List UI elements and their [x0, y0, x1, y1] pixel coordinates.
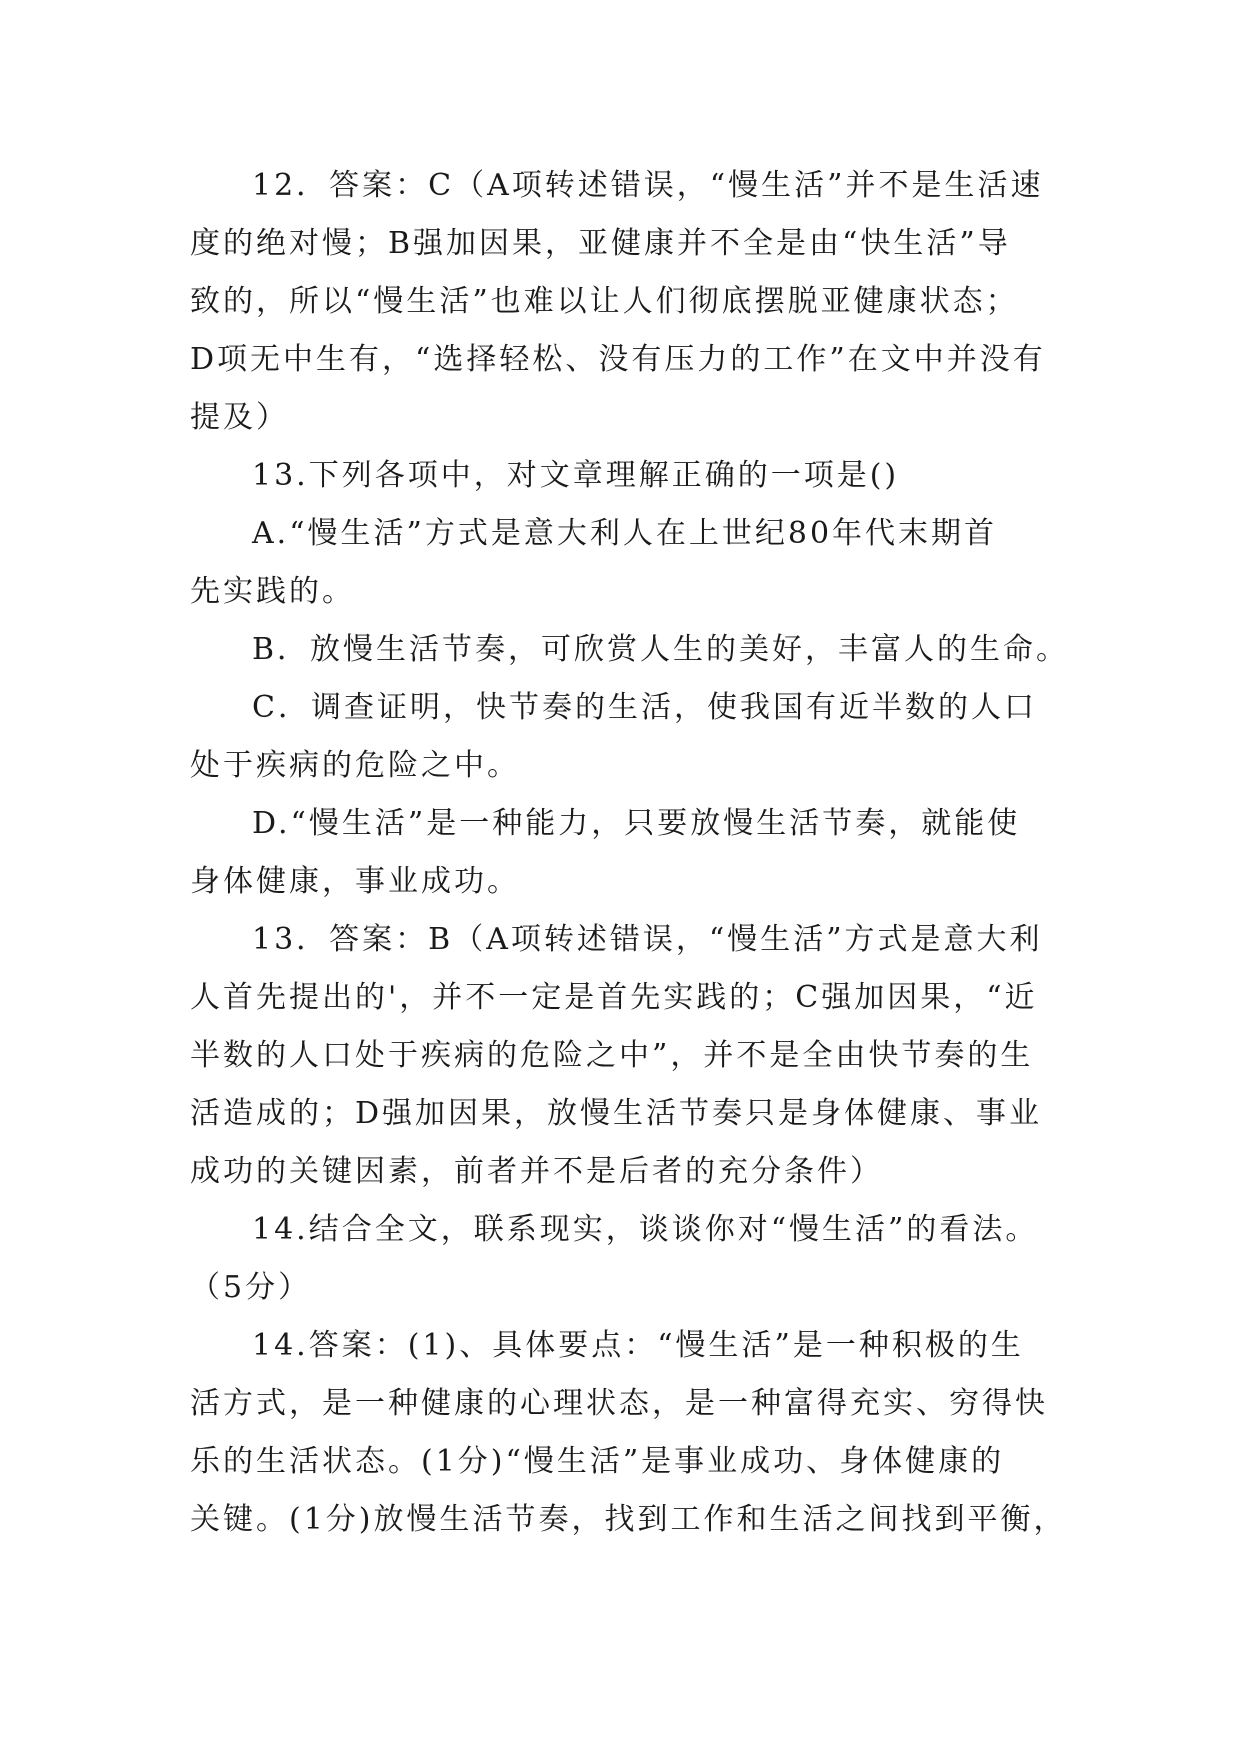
option-c-line-2: 处于疾病的危险之中。 [190, 748, 520, 783]
option-b: B．放慢生活节奏，可欣赏人生的美好，丰富人的生命。 [252, 632, 1070, 667]
answer-13-line-2: 人首先提出的'，并不一定是首先实践的；C强加因果，“近 [190, 980, 1038, 1015]
answer-12-line-5: 提及） [190, 400, 289, 435]
option-d-line-1: D.“慢生活”是一种能力，只要放慢生活节奏，就能使 [252, 806, 1021, 841]
answer-14-line-2: 活方式，是一种健康的心理状态，是一种富得充实、穷得快 [190, 1386, 1048, 1421]
question-14: 14.结合全文，联系现实，谈谈你对“慢生活”的看法。 [252, 1212, 1039, 1247]
answer-12-line-4: D项无中生有，“选择轻松、没有压力的工作”在文中并没有 [190, 342, 1046, 377]
answer-14-line-3: 乐的生活状态。(1分)“慢生活”是事业成功、身体健康的 [190, 1444, 1005, 1479]
option-c-line-1: C．调查证明，快节奏的生活，使我国有近半数的人口 [252, 690, 1037, 725]
answer-13-line-4: 活造成的；D强加因果，放慢生活节奏只是身体健康、事业 [190, 1096, 1043, 1131]
answer-14-line-4: 关键。(1分)放慢生活节奏，找到工作和生活之间找到平衡， [190, 1502, 1067, 1537]
answer-13-line-5: 成功的关键因素，前者并不是后者的充分条件） [190, 1154, 883, 1189]
question-13: 13.下列各项中，对文章理解正确的一项是() [252, 458, 900, 493]
answer-13-line-1: 13．答案：B（A项转述错误，“慢生活”方式是意大利 [252, 922, 1043, 957]
option-a-line-1: A.“慢生活”方式是意大利人在上世纪80年代末期首 [252, 516, 998, 551]
answer-12-line-2: 度的绝对慢；B强加因果，亚健康并不全是由“快生活”导 [190, 226, 1011, 261]
option-a-line-2: 先实践的。 [190, 574, 355, 609]
answer-13-line-3: 半数的人口处于疾病的危险之中”，并不是全由快节奏的生 [190, 1038, 1034, 1073]
answer-12-line-3: 致的，所以“慢生活”也难以让人们彻底摆脱亚健康状态； [190, 284, 1019, 319]
answer-12-line-1: 12．答案：C（A项转述错误，“慢生活”并不是生活速 [252, 168, 1044, 203]
question-14-score: （5分） [190, 1270, 312, 1305]
answer-14-line-1: 14.答案：(1)、具体要点：“慢生活”是一种积极的生 [252, 1328, 1024, 1363]
option-d-line-2: 身体健康，事业成功。 [190, 864, 520, 899]
